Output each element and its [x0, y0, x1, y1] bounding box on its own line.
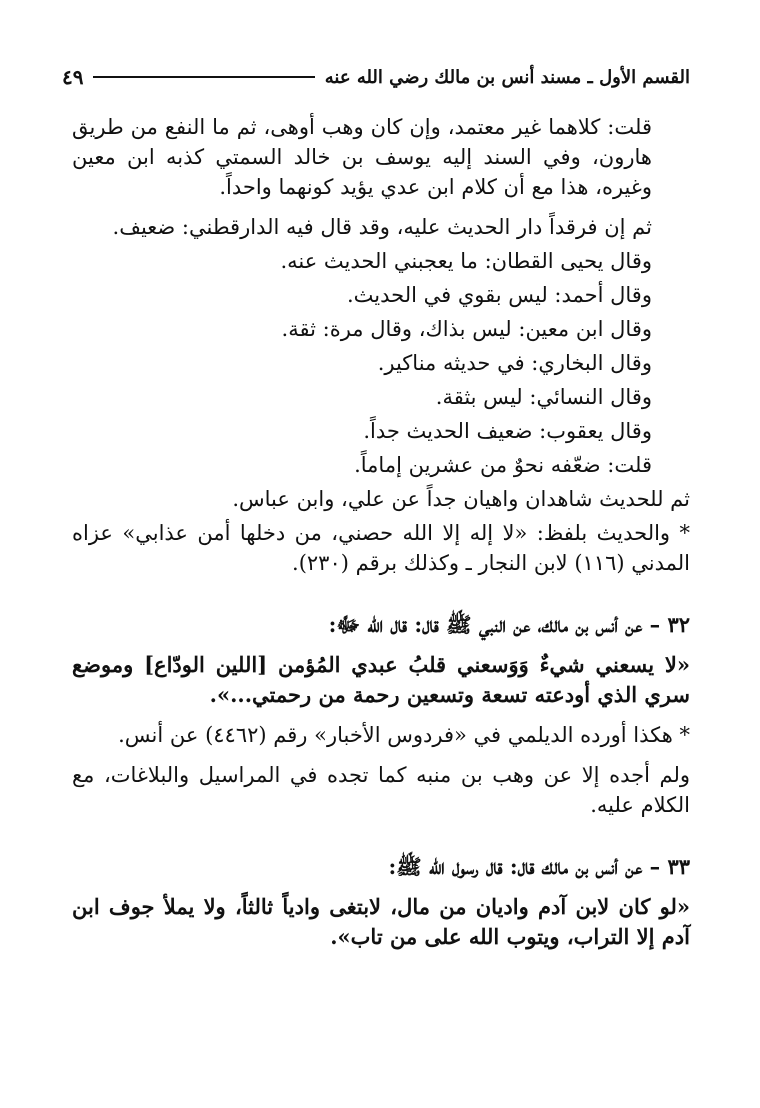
header-title: القسم الأول ـ مسند أنس بن مالك رضي الله عنه — [324, 66, 690, 88]
hadith-heading: ٣٣ – عن أنس بن مالك قال: قال رسول الله ﷺ: — [388, 854, 690, 879]
paragraph: * هكذا أورده الديلمي في «فردوس الأخبار» رقم (٤٤٦٢) عن أنس. — [118, 723, 690, 747]
hadith-heading: ٣٢ – عن أنس بن مالك، عن النبي ﷺ قال: قال الله ﷻ: — [328, 612, 690, 637]
paragraph: قلت: كلاهما غير معتمد، وإن كان وهب أوهى، ثم ما النفع من طريق هارون، وفي السند إليه يوسف بن خالد السمتي كذبه ابن معين وغيره، هذا مع أن كلام ابن عدي يؤيد كونهما واحداً. — [72, 115, 652, 199]
page-body — [72, 112, 690, 962]
spacer — [72, 588, 690, 610]
paragraph: وقال أحمد: ليس بقوي في الحديث. — [346, 283, 652, 307]
hadith-text: «لا يسعني شيءٌ وَوَسعني قلبُ عبدي المُؤمن [اللين الودّاع] وموضع سري الذي أودعته تسعة وتسعين رحمة من رحمتي...». — [72, 652, 690, 707]
hadith-text: «لو كان لابن آدم واديان من مال، لابتغى وادياً ثالثاً، ولا يملأ جوف ابن آدم إلا التراب، ويتوب الله على من تاب». — [72, 894, 690, 949]
footnote-paragraph: * والحديث بلفظ: «لا إله إلا الله حصني، من دخلها أمن عذابي» عزاه المدني (١١٦) لابن النجار ـ وكذلك برقم (٢٣٠). — [72, 521, 690, 575]
paragraph: وقال البخاري: في حديثه مناكير. — [377, 351, 652, 375]
spacer — [72, 830, 690, 852]
paragraph: وقال ابن معين: ليس بذاك، وقال مرة: ثقة. — [281, 317, 652, 341]
header-rule — [93, 76, 314, 78]
paragraph: وقال النسائي: ليس بثقة. — [435, 385, 652, 409]
paragraph: ثم للحديث شاهدان واهيان جداً عن علي، وابن عباس. — [232, 487, 690, 511]
paragraph: ثم إن فرقداً دار الحديث عليه، وقد قال فيه الدارقطني: ضعيف. — [112, 215, 652, 239]
paragraph: قلت: ضعّفه نحوٌ من عشرين إماماً. — [354, 453, 652, 477]
paragraph: ولم أجده إلا عن وهب بن منبه كما تجده في المراسيل والبلاغات، مع الكلام عليه. — [72, 763, 690, 817]
paragraph: وقال يحيى القطان: ما يعجبني الحديث عنه. — [280, 249, 652, 273]
paragraph: وقال يعقوب: ضعيف الحديث جداً. — [363, 419, 652, 443]
page-number: ٤٩ — [62, 65, 84, 89]
running-header — [62, 60, 690, 94]
